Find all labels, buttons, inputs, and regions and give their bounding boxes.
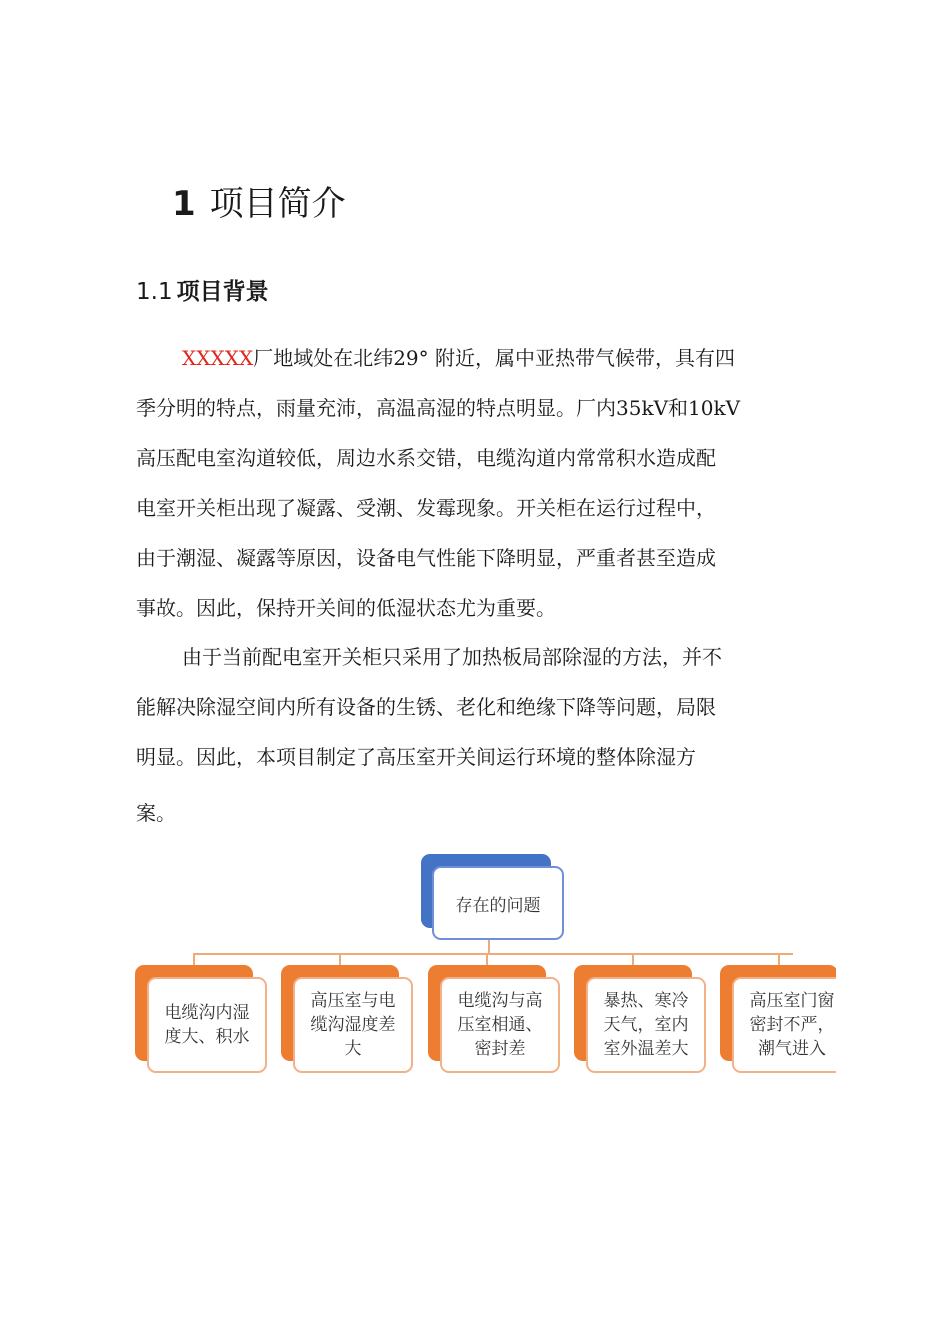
root-node: 存在的问题 bbox=[432, 866, 564, 940]
heading-1 bbox=[172, 180, 346, 228]
para1-line-6: 事故。因此，保持开关间的低湿状态尤为重要。 bbox=[136, 596, 556, 620]
child-3-line-2: 压室相通、 bbox=[457, 1015, 543, 1035]
heading-2-number: 1.1 bbox=[136, 279, 173, 305]
child-node-2 bbox=[293, 977, 413, 1073]
child-node-1 bbox=[147, 977, 267, 1073]
child-2-line-1: 高压室与电 bbox=[310, 991, 396, 1011]
placeholder-plant-name: XXXXX bbox=[182, 346, 254, 370]
child-5-line-1: 高压室门窗 bbox=[749, 991, 835, 1011]
child-node-5 bbox=[732, 977, 836, 1073]
para1-line-3: 高压配电室沟道较低，周边水系交错，电缆沟道内常常积水造成配 bbox=[136, 446, 716, 470]
child-4-line-2: 天气，室内 bbox=[603, 1015, 689, 1035]
child-node-3 bbox=[440, 977, 560, 1073]
child-5-line-2: 密封不严， bbox=[749, 1015, 835, 1035]
child-4-line-1: 暴热、寒冷 bbox=[603, 991, 689, 1011]
para1-line-1 bbox=[182, 343, 735, 373]
para2-line-3: 明显。因此，本项目制定了高压室开关间运行环境的整体除湿方 bbox=[136, 745, 696, 769]
child-node-4 bbox=[586, 977, 706, 1073]
para1-line-1-text: 厂地域处在北纬29° 附近，属中亚热带气候带，具有四 bbox=[253, 346, 736, 370]
para2-line-4: 案。 bbox=[136, 801, 176, 825]
para1-line-4: 电室开关柜出现了凝露、受潮、发霉现象。开关柜在运行过程中， bbox=[136, 496, 716, 520]
para1-line-5: 由于潮湿、凝露等原因，设备电气性能下降明显，严重者甚至造成 bbox=[136, 546, 716, 570]
heading-1-number: 1 bbox=[172, 184, 196, 224]
para2-line-1: 由于当前配电室开关柜只采用了加热板局部除湿的方法，并不 bbox=[182, 645, 722, 669]
child-1-line-2: 度大、积水 bbox=[164, 1027, 250, 1047]
children-row bbox=[0, 950, 836, 1090]
child-3-line-1: 电缆沟与高 bbox=[457, 991, 543, 1011]
heading-1-title: 项目简介 bbox=[209, 184, 346, 224]
child-4-line-3: 室外温差大 bbox=[603, 1039, 689, 1059]
heading-2 bbox=[136, 276, 269, 308]
child-3-line-3: 密封差 bbox=[474, 1039, 526, 1059]
heading-2-title: 项目背景 bbox=[176, 279, 269, 305]
child-5-line-3: 潮气进入 bbox=[758, 1039, 826, 1059]
child-2-line-3: 大 bbox=[344, 1039, 362, 1059]
child-2-line-2: 缆沟湿度差 bbox=[310, 1015, 396, 1035]
para1-line-2: 季分明的特点，雨量充沛，高温高湿的特点明显。厂内35kV和10kV bbox=[136, 396, 741, 420]
child-1-line-1: 电缆沟内湿 bbox=[164, 1003, 250, 1023]
para2-line-2: 能解决除湿空间内所有设备的生锈、老化和绝缘下降等问题，局限 bbox=[136, 695, 716, 719]
